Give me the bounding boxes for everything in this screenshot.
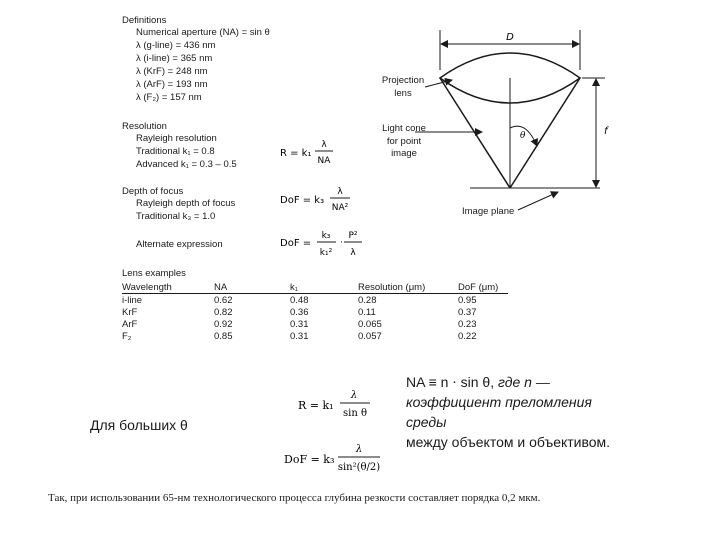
resolution-formula-lhs: R = k₁ xyxy=(280,148,312,159)
theta-label: θ xyxy=(520,131,526,141)
col-wavelength: Wavelength xyxy=(122,281,214,294)
cell: 0.11 xyxy=(358,306,376,318)
cell: i-line xyxy=(122,294,143,306)
resolution-formula-den: NA xyxy=(317,156,331,166)
cell: KrF xyxy=(122,306,138,318)
lens-examples-heading: Lens examples xyxy=(122,268,186,279)
image-plane-arrow xyxy=(518,192,558,210)
large-theta-dof-formula xyxy=(284,440,380,478)
table-row xyxy=(122,306,508,318)
large-theta-f1-num: λ xyxy=(350,390,358,401)
cell: 0.85 xyxy=(214,330,233,342)
alternate-frac2-den: λ xyxy=(350,248,356,258)
na-note-line4: между объектом и объективом. xyxy=(406,434,611,450)
cell: 0.95 xyxy=(458,294,477,306)
alternate-frac2-num: P² xyxy=(348,231,358,241)
large-theta-f1-lhs: R = k₁ xyxy=(298,399,334,412)
large-theta-resolution-formula xyxy=(298,386,378,424)
col-k1: k₁ xyxy=(290,281,358,294)
cell: 0.37 xyxy=(458,306,477,318)
resolution-formula-num: λ xyxy=(321,140,327,150)
cell: 0.31 xyxy=(290,318,309,330)
alternate-frac1-den: k₁² xyxy=(319,248,333,258)
projection-lens-label-line1: Projection xyxy=(381,75,425,86)
cell: 0.23 xyxy=(458,318,477,330)
large-theta-label: Для больших θ xyxy=(90,417,188,433)
rayleigh-resolution: Rayleigh resolution xyxy=(136,133,217,144)
cell: 0.28 xyxy=(358,294,377,306)
bottom-paragraph xyxy=(48,491,684,506)
resolution-formula xyxy=(280,136,340,168)
cell: 0.31 xyxy=(290,330,309,342)
na-note-line1 xyxy=(406,372,610,392)
cell: 0.22 xyxy=(458,330,477,342)
definition-i-line: λ (i-line) = 365 nm xyxy=(136,53,213,64)
resolution-heading: Resolution xyxy=(122,121,167,132)
light-cone-label xyxy=(374,123,434,161)
col-dof: DoF (μm) xyxy=(458,281,508,294)
cell: 0.065 xyxy=(358,318,382,330)
na-note-line3: среды xyxy=(406,414,447,430)
dof-formula xyxy=(280,183,360,215)
table-row xyxy=(122,318,508,330)
dof-formula-num: λ xyxy=(337,187,343,197)
alternate-frac1-num: k₃ xyxy=(321,231,331,241)
definition-g-line: λ (g-line) = 436 nm xyxy=(136,40,216,51)
light-cone-label-line2: for point xyxy=(386,135,422,147)
dof-formula-lhs: DoF = k₃ xyxy=(280,195,325,206)
alternate-formula xyxy=(280,226,370,262)
bottom-paragraph-text: Так, при использовании 65-нм технологического процесса глубина резкости составляет порядка 0,2 мкм. xyxy=(48,492,541,504)
cell: 0.057 xyxy=(358,330,382,342)
cell: F₂ xyxy=(122,330,132,342)
lens-examples-table xyxy=(122,281,508,342)
alternate-formula-lhs: DoF = xyxy=(280,238,312,249)
large-theta-f2-num: λ xyxy=(355,444,363,455)
table-row xyxy=(122,330,508,342)
projection-lens-label-line2: lens xyxy=(394,87,412,99)
f-label: f xyxy=(604,126,608,137)
large-theta-f1-den: sin θ xyxy=(343,408,367,419)
cell: ArF xyxy=(122,318,138,330)
light-cone-label-line1: Light cone xyxy=(382,123,426,134)
definition-f2: λ (F₂) = 157 nm xyxy=(136,92,202,103)
col-resolution: Resolution (μm) xyxy=(358,281,458,294)
table-row xyxy=(122,294,508,307)
d-label: D xyxy=(506,32,514,43)
cell: 0.62 xyxy=(214,294,233,306)
col-na: NA xyxy=(214,281,290,294)
cell: 0.36 xyxy=(290,306,309,318)
traditional-k3: Traditional k₃ = 1.0 xyxy=(136,211,216,222)
cell: 0.48 xyxy=(290,294,309,306)
traditional-k1: Traditional k₁ = 0.8 xyxy=(136,146,215,157)
dof-heading: Depth of focus xyxy=(122,186,184,197)
rayleigh-dof: Rayleigh depth of focus xyxy=(136,198,236,209)
dof-formula-den: NA² xyxy=(331,203,349,213)
image-plane-label: Image plane xyxy=(462,206,515,217)
na-note-line2: коэффициент преломления xyxy=(406,394,592,410)
alternate-expression-label: Alternate expression xyxy=(136,239,223,250)
advanced-k1: Advanced k₁ = 0.3 – 0.5 xyxy=(136,159,237,170)
cell: 0.82 xyxy=(214,306,233,318)
lens-table-header xyxy=(122,281,508,294)
definition-krf: λ (KrF) = 248 nm xyxy=(136,66,208,77)
projection-lens-label xyxy=(376,75,430,100)
large-theta-f2-den: sin²(θ/2) xyxy=(337,462,380,473)
definition-na: Numerical aperture (NA) = sin θ xyxy=(136,27,270,38)
definition-arf: λ (ArF) = 193 nm xyxy=(136,79,208,90)
projection-lens-diagram xyxy=(360,20,630,220)
na-note-where: где n — xyxy=(498,374,550,390)
svg-text:·: · xyxy=(340,238,343,248)
light-cone-label-line3: image xyxy=(391,148,417,159)
na-note xyxy=(406,372,610,452)
definitions-heading: Definitions xyxy=(122,15,167,26)
large-theta-f2-lhs: DoF = k₃ xyxy=(284,453,335,466)
na-note-formula: NA ≡ n ⋅ sin θ, xyxy=(406,374,495,390)
cell: 0.92 xyxy=(214,318,233,330)
